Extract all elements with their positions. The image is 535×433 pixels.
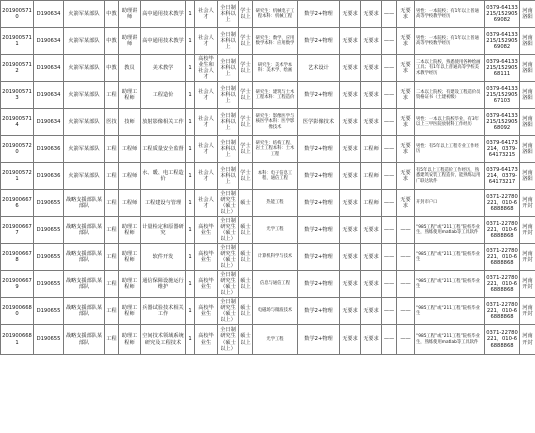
language-requirement-cell: 无要求 bbox=[340, 325, 361, 355]
contact-phone-cell: 0371-22780221，010-66888868 bbox=[485, 244, 520, 271]
source-cell: 社会人才 bbox=[195, 1, 218, 28]
extra-requirement-cell: 无要求 bbox=[397, 82, 415, 109]
contact-phone-cell: 0371-22780221，010-66888868 bbox=[485, 271, 520, 298]
other-requirement-cell: —— bbox=[382, 136, 397, 163]
exam-subject-cell: 数学2+物理 bbox=[298, 1, 340, 28]
contact-phone-cell: 0371-22780221，010-66888868 bbox=[485, 298, 520, 325]
category-cell: 工程 bbox=[105, 325, 119, 355]
table-row bbox=[1, 325, 535, 355]
major-cell: 研究生：美术学本科：美术学、绘画 bbox=[253, 55, 298, 82]
position-code-cell: 2019005711 bbox=[1, 28, 34, 55]
degree-cell: 硕士 bbox=[239, 190, 253, 217]
exam-subject-cell: 数学2+物理 bbox=[298, 298, 340, 325]
language-requirement-cell: 无要求 bbox=[340, 1, 361, 28]
education-type-cell: 全日制研究生（硕士以上） bbox=[218, 217, 239, 244]
title-rank-cell: 助理讲师 bbox=[119, 1, 141, 28]
extra-requirement-cell: 无要求 bbox=[397, 55, 415, 82]
recruit-count-cell: 1 bbox=[186, 109, 195, 136]
education-type-cell: 全日制本科以上 bbox=[218, 82, 239, 109]
exam-subject-cell: 数学2+物理 bbox=[298, 28, 340, 55]
contact-phone-cell: 0379-64133215/15290569082 bbox=[485, 28, 520, 55]
exam-subject-cell: 数学2+物理 bbox=[298, 190, 340, 217]
notes-cell: 二本以上院校；有建设工程造价员资格证书（土建初级） bbox=[415, 82, 485, 109]
degree-cell: 硕士以上 bbox=[239, 217, 253, 244]
certificate-cell: 无要求 bbox=[361, 82, 382, 109]
unit-name-cell: 火箭军某部队 bbox=[64, 163, 105, 190]
contact-phone-cell: 0371-22780221，010-66888868 bbox=[485, 217, 520, 244]
recruit-count-cell: 1 bbox=[186, 325, 195, 355]
exam-subject-cell: 数学2+物理 bbox=[298, 82, 340, 109]
position-name-cell: 工程建设与管理 bbox=[141, 190, 186, 217]
education-type-cell: 全日制研究生（硕士以上） bbox=[218, 244, 239, 271]
unit-code-cell: D190655 bbox=[34, 298, 64, 325]
major-cell: 本科：电子信息工程、通信工程 bbox=[253, 163, 298, 190]
region-cell: 河南洛阳 bbox=[520, 136, 535, 163]
unit-name-cell: 火箭军某部队 bbox=[64, 55, 105, 82]
language-requirement-cell: 无要求 bbox=[340, 28, 361, 55]
education-type-cell: 全日制研究生（硕士以上） bbox=[218, 325, 239, 355]
certificate-cell: 无要求 bbox=[361, 325, 382, 355]
category-cell: 工程 bbox=[105, 298, 119, 325]
recruit-count-cell: 1 bbox=[186, 82, 195, 109]
category-cell: 工程 bbox=[105, 244, 119, 271]
language-requirement-cell: 无要求 bbox=[340, 244, 361, 271]
education-type-cell: 全日制本科以上 bbox=[218, 1, 239, 28]
region-cell: 河南洛阳 bbox=[520, 109, 535, 136]
other-requirement-cell: —— bbox=[382, 298, 397, 325]
extra-requirement-cell: 无要求 bbox=[397, 136, 415, 163]
recruit-count-cell: 1 bbox=[186, 217, 195, 244]
unit-name-cell: 火箭军某部队 bbox=[64, 1, 105, 28]
unit-code-cell: D190634 bbox=[34, 82, 64, 109]
exam-subject-cell: 数学2+物理 bbox=[298, 244, 340, 271]
degree-cell: 学士以上 bbox=[239, 163, 253, 190]
unit-name-cell: 战略支援部队某部队 bbox=[64, 190, 105, 217]
position-name-cell: 软件开发 bbox=[141, 244, 186, 271]
unit-name-cell: 战略支援部队某部队 bbox=[64, 271, 105, 298]
source-cell: 高校毕业生 bbox=[195, 217, 218, 244]
title-rank-cell: 工程师 bbox=[119, 190, 141, 217]
unit-code-cell: D190655 bbox=[34, 244, 64, 271]
unit-name-cell: 战略支援部队某部队 bbox=[64, 244, 105, 271]
contact-phone-cell: 0379-64133215/15290568092 bbox=[485, 109, 520, 136]
major-cell: 研究生：结构工程、岩土工程本科：土木工程 bbox=[253, 136, 298, 163]
position-code-cell: 2019006677 bbox=[1, 217, 34, 244]
position-name-cell: 通信保障设施运行维护 bbox=[141, 271, 186, 298]
other-requirement-cell: —— bbox=[382, 1, 397, 28]
table-row bbox=[1, 163, 535, 190]
unit-name-cell: 战略支援部队某部队 bbox=[64, 217, 105, 244]
region-cell: 河南开封 bbox=[520, 325, 535, 355]
unit-code-cell: D190655 bbox=[34, 325, 64, 355]
unit-code-cell: D190655 bbox=[34, 271, 64, 298]
notes-cell: 男性：一本以上院校毕业，有3年以上三甲医院放射科工作经历 bbox=[415, 109, 485, 136]
title-rank-cell: 助理工程师 bbox=[119, 82, 141, 109]
source-cell: 社会人才 bbox=[195, 109, 218, 136]
notes-cell: 有5年以上工程造价工作经历，熟悉建筑安装工程造价，能熟练运用广联达软件 bbox=[415, 163, 485, 190]
recruit-count-cell: 1 bbox=[186, 190, 195, 217]
language-requirement-cell: 无要求 bbox=[340, 136, 361, 163]
source-cell: 高校毕业生和社会人才 bbox=[195, 55, 218, 82]
category-cell: 医技 bbox=[105, 109, 119, 136]
contact-phone-cell: 0379-64133215/15290568111 bbox=[485, 55, 520, 82]
extra-requirement-cell: 无要求 bbox=[397, 28, 415, 55]
unit-name-cell: 战略支援部队某部队 bbox=[64, 298, 105, 325]
source-cell: 社会人才 bbox=[195, 136, 218, 163]
other-requirement-cell: —— bbox=[382, 325, 397, 355]
table-row bbox=[1, 271, 535, 298]
major-cell: 计算机科学与技术 bbox=[253, 244, 298, 271]
major-cell: 研究生：影像医学与核医学本科：医学影像技术 bbox=[253, 109, 298, 136]
category-cell: 中教 bbox=[105, 55, 119, 82]
major-cell: 研究生：建筑与土木工程本科：工程造价 bbox=[253, 82, 298, 109]
position-code-cell: 2019006680 bbox=[1, 298, 34, 325]
education-type-cell: 全日制研究生（硕士以上） bbox=[218, 190, 239, 217]
position-code-cell: 2019005720 bbox=[1, 136, 34, 163]
education-type-cell: 全日制本科以上 bbox=[218, 109, 239, 136]
recruit-count-cell: 1 bbox=[186, 1, 195, 28]
major-cell: 研究生：数学、应用数学本科：应用数学 bbox=[253, 28, 298, 55]
recruit-count-cell: 1 bbox=[186, 163, 195, 190]
certificate-cell: 无要求 bbox=[361, 55, 382, 82]
unit-name-cell: 火箭军某部队 bbox=[64, 82, 105, 109]
region-cell: 河南开封 bbox=[520, 217, 535, 244]
title-rank-cell: 助理讲师 bbox=[119, 28, 141, 55]
position-code-cell: 2019006681 bbox=[1, 325, 34, 355]
certificate-cell: 工程师 bbox=[361, 163, 382, 190]
certificate-cell: 无要求 bbox=[361, 244, 382, 271]
position-name-cell: 工程质量安全监督 bbox=[141, 136, 186, 163]
language-requirement-cell: 无要求 bbox=[340, 217, 361, 244]
position-code-cell: 2019005714 bbox=[1, 109, 34, 136]
other-requirement-cell: —— bbox=[382, 163, 397, 190]
unit-code-cell: D190634 bbox=[34, 55, 64, 82]
table-row bbox=[1, 55, 535, 82]
unit-name-cell: 战略支援部队某部队 bbox=[64, 325, 105, 355]
language-requirement-cell: 无要求 bbox=[340, 190, 361, 217]
extra-requirement-cell: —— bbox=[397, 325, 415, 355]
position-name-cell: 空间技术领域系统研究及工程技术 bbox=[141, 325, 186, 355]
degree-cell: 硕士以上 bbox=[239, 298, 253, 325]
other-requirement-cell: —— bbox=[382, 82, 397, 109]
table-row bbox=[1, 244, 535, 271]
title-rank-cell: 助理工程师 bbox=[119, 298, 141, 325]
notes-cell: “985工程”或“211工程”院校毕业生 bbox=[415, 298, 485, 325]
exam-subject-cell: 数学2+物理 bbox=[298, 271, 340, 298]
title-rank-cell: 助理工程师 bbox=[119, 325, 141, 355]
education-type-cell: 全日制本科以上 bbox=[218, 28, 239, 55]
position-name-cell: 高中通用技术教学 bbox=[141, 28, 186, 55]
position-name-cell: 水、暖、电工程造价 bbox=[141, 163, 186, 190]
notes-cell: 男性：有5年以上工程专业工作经历 bbox=[415, 136, 485, 163]
exam-subject-cell: 数学2+物理 bbox=[298, 136, 340, 163]
degree-cell: 学士以上 bbox=[239, 82, 253, 109]
certificate-cell: 工程师 bbox=[361, 136, 382, 163]
language-requirement-cell: 无要求 bbox=[340, 55, 361, 82]
degree-cell: 硕士以上 bbox=[239, 271, 253, 298]
major-cell: 信息与通信工程 bbox=[253, 271, 298, 298]
position-name-cell: 计量检定和原器研究 bbox=[141, 217, 186, 244]
extra-requirement-cell: —— bbox=[397, 244, 415, 271]
education-type-cell: 全日制本科以上 bbox=[218, 136, 239, 163]
unit-code-cell: D190634 bbox=[34, 1, 64, 28]
table-row bbox=[1, 217, 535, 244]
position-code-cell: 2019005713 bbox=[1, 82, 34, 109]
language-requirement-cell: 无要求 bbox=[340, 82, 361, 109]
contact-phone-cell: 0371-22780221，010-66888868 bbox=[485, 325, 520, 355]
degree-cell: 学士以上 bbox=[239, 109, 253, 136]
language-requirement-cell: 无要求 bbox=[340, 298, 361, 325]
recruit-count-cell: 1 bbox=[186, 55, 195, 82]
title-rank-cell: 工程师 bbox=[119, 163, 141, 190]
contact-phone-cell: 0379-64173214，0379-64173215 bbox=[485, 136, 520, 163]
table-body bbox=[1, 1, 535, 355]
category-cell: 工程 bbox=[105, 82, 119, 109]
position-name-cell: 放射影像相关工作 bbox=[141, 109, 186, 136]
extra-requirement-cell: 无要求 bbox=[397, 190, 415, 217]
unit-name-cell: 火箭军某部队 bbox=[64, 28, 105, 55]
notes-cell: “985工程”或“211工程”院校毕业生 bbox=[415, 271, 485, 298]
position-name-cell: 美术教学 bbox=[141, 55, 186, 82]
notes-cell: 开封市户口 bbox=[415, 190, 485, 217]
other-requirement-cell: —— bbox=[382, 190, 397, 217]
region-cell: 河南洛阳 bbox=[520, 82, 535, 109]
exam-subject-cell: 数学2+物理 bbox=[298, 163, 340, 190]
notes-cell: “985工程”或“211工程”院校毕业生，熟练使用matlab等工具软件 bbox=[415, 325, 485, 355]
position-code-cell: 2019006676 bbox=[1, 190, 34, 217]
title-rank-cell: 技师 bbox=[119, 109, 141, 136]
notes-cell: 二本以上院校，熟悉使用各种绘画工具；有1年以上普通高等学校美术教学经历 bbox=[415, 55, 485, 82]
position-code-cell: 2019006678 bbox=[1, 244, 34, 271]
region-cell: 河南开封 bbox=[520, 298, 535, 325]
unit-name-cell: 火箭军某部队 bbox=[64, 136, 105, 163]
source-cell: 社会人才 bbox=[195, 28, 218, 55]
category-cell: 工程 bbox=[105, 271, 119, 298]
title-rank-cell: 工程师 bbox=[119, 136, 141, 163]
category-cell: 中教 bbox=[105, 28, 119, 55]
source-cell: 高校毕业生 bbox=[195, 298, 218, 325]
region-cell: 河南开封 bbox=[520, 271, 535, 298]
exam-subject-cell: 医学影像技术 bbox=[298, 109, 340, 136]
degree-cell: 学士以上 bbox=[239, 1, 253, 28]
unit-code-cell: D190636 bbox=[34, 136, 64, 163]
major-cell: 热能工程 bbox=[253, 190, 298, 217]
position-name-cell: 高中通用技术教学 bbox=[141, 1, 186, 28]
title-rank-cell: 教员 bbox=[119, 55, 141, 82]
recruit-count-cell: 1 bbox=[186, 244, 195, 271]
category-cell: 工程 bbox=[105, 163, 119, 190]
source-cell: 社会人才 bbox=[195, 163, 218, 190]
recruit-count-cell: 1 bbox=[186, 298, 195, 325]
other-requirement-cell: —— bbox=[382, 55, 397, 82]
language-requirement-cell: 无要求 bbox=[340, 163, 361, 190]
certificate-cell: 无要求 bbox=[361, 271, 382, 298]
degree-cell: 硕士以上 bbox=[239, 244, 253, 271]
degree-cell: 学士以上 bbox=[239, 55, 253, 82]
education-type-cell: 全日制本科以上 bbox=[218, 163, 239, 190]
region-cell: 河南洛阳 bbox=[520, 55, 535, 82]
contact-phone-cell: 0371-22780221，010-66888868 bbox=[485, 190, 520, 217]
other-requirement-cell: —— bbox=[382, 271, 397, 298]
extra-requirement-cell: —— bbox=[397, 217, 415, 244]
region-cell: 河南开封 bbox=[520, 190, 535, 217]
table-row bbox=[1, 1, 535, 28]
certificate-cell: 无要求 bbox=[361, 1, 382, 28]
position-name-cell: 兵器试验技术相关工作 bbox=[141, 298, 186, 325]
source-cell: 社会人才 bbox=[195, 190, 218, 217]
other-requirement-cell: —— bbox=[382, 217, 397, 244]
extra-requirement-cell: 无要求 bbox=[397, 1, 415, 28]
major-cell: 电磁场与微波技术 bbox=[253, 298, 298, 325]
category-cell: 工程 bbox=[105, 136, 119, 163]
certificate-cell: 无要求 bbox=[361, 217, 382, 244]
table-row bbox=[1, 109, 535, 136]
category-cell: 工程 bbox=[105, 217, 119, 244]
unit-code-cell: D190636 bbox=[34, 163, 64, 190]
source-cell: 社会人才 bbox=[195, 82, 218, 109]
region-cell: 河南洛阳 bbox=[520, 28, 535, 55]
degree-cell: 硕士以上 bbox=[239, 325, 253, 355]
position-name-cell: 工程造价 bbox=[141, 82, 186, 109]
other-requirement-cell: —— bbox=[382, 28, 397, 55]
unit-code-cell: D190634 bbox=[34, 109, 64, 136]
unit-code-cell: D190655 bbox=[34, 190, 64, 217]
education-type-cell: 全日制本科以上 bbox=[218, 55, 239, 82]
exam-subject-cell: 数学2+物理 bbox=[298, 217, 340, 244]
position-code-cell: 2019005710 bbox=[1, 1, 34, 28]
other-requirement-cell: —— bbox=[382, 109, 397, 136]
other-requirement-cell: —— bbox=[382, 244, 397, 271]
recruit-count-cell: 1 bbox=[186, 271, 195, 298]
unit-code-cell: D190655 bbox=[34, 217, 64, 244]
exam-subject-cell: 艺术设计 bbox=[298, 55, 340, 82]
recruit-count-cell: 1 bbox=[186, 136, 195, 163]
major-cell: 光学工程 bbox=[253, 325, 298, 355]
table-row bbox=[1, 82, 535, 109]
notes-cell: 男性：一本院校；有1年以上普通高等学校数学经历 bbox=[415, 28, 485, 55]
source-cell: 高校毕业生 bbox=[195, 244, 218, 271]
certificate-cell: 无要求 bbox=[361, 298, 382, 325]
contact-phone-cell: 0379-64133215/15290569082 bbox=[485, 1, 520, 28]
extra-requirement-cell: 无要求 bbox=[397, 109, 415, 136]
major-cell: 研究生：机械电子工程本科：机械工程 bbox=[253, 1, 298, 28]
source-cell: 高校毕业生 bbox=[195, 271, 218, 298]
table-row bbox=[1, 28, 535, 55]
notes-cell: “985工程”或“211工程”院校毕业生，熟练使用matlab等工具软件 bbox=[415, 217, 485, 244]
contact-phone-cell: 0379-64133215/15290567103 bbox=[485, 82, 520, 109]
extra-requirement-cell: —— bbox=[397, 298, 415, 325]
certificate-cell: 工程师 bbox=[361, 190, 382, 217]
region-cell: 河南开封 bbox=[520, 244, 535, 271]
exam-subject-cell: 数学2+物理 bbox=[298, 325, 340, 355]
table-row bbox=[1, 190, 535, 217]
unit-code-cell: D190634 bbox=[34, 28, 64, 55]
certificate-cell: 无要求 bbox=[361, 109, 382, 136]
region-cell: 河南洛阳 bbox=[520, 163, 535, 190]
extra-requirement-cell: —— bbox=[397, 271, 415, 298]
language-requirement-cell: 无要求 bbox=[340, 109, 361, 136]
category-cell: 工程 bbox=[105, 190, 119, 217]
source-cell: 高校毕业生 bbox=[195, 325, 218, 355]
education-type-cell: 全日制研究生（硕士以上） bbox=[218, 271, 239, 298]
education-type-cell: 全日制研究生（硕士以上） bbox=[218, 298, 239, 325]
unit-name-cell: 火箭军某部队 bbox=[64, 109, 105, 136]
position-code-cell: 2019006679 bbox=[1, 271, 34, 298]
degree-cell: 学士以上 bbox=[239, 136, 253, 163]
major-cell: 光学工程 bbox=[253, 217, 298, 244]
title-rank-cell: 助理工程师 bbox=[119, 217, 141, 244]
title-rank-cell: 助理工程师 bbox=[119, 244, 141, 271]
notes-cell: “985工程”或“211工程”院校毕业生 bbox=[415, 244, 485, 271]
notes-cell: 男性：一本院校；有1年以上普通高等学校教学经历 bbox=[415, 1, 485, 28]
language-requirement-cell: 无要求 bbox=[340, 271, 361, 298]
certificate-cell: 无要求 bbox=[361, 28, 382, 55]
recruit-count-cell: 1 bbox=[186, 28, 195, 55]
category-cell: 中教 bbox=[105, 1, 119, 28]
extra-requirement-cell: 无要求 bbox=[397, 163, 415, 190]
table-row bbox=[1, 298, 535, 325]
title-rank-cell: 助理工程师 bbox=[119, 271, 141, 298]
position-code-cell: 2019005712 bbox=[1, 55, 34, 82]
degree-cell: 学士以上 bbox=[239, 28, 253, 55]
table-row bbox=[1, 136, 535, 163]
contact-phone-cell: 0379-64173214，0379-64173217 bbox=[485, 163, 520, 190]
region-cell: 河南洛阳 bbox=[520, 1, 535, 28]
position-code-cell: 2019005721 bbox=[1, 163, 34, 190]
